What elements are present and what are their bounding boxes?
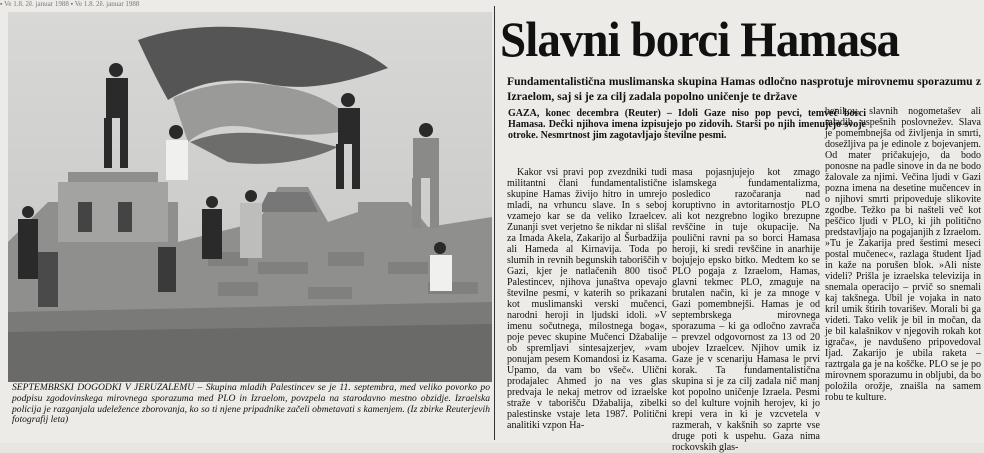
article-column-3	[825, 106, 981, 439]
caption-heading: SEPTEMBRSKI DOGODKI V JERUZALEMU	[12, 382, 195, 393]
article-column-2	[672, 167, 820, 453]
photo-illustration	[8, 12, 492, 382]
news-photo	[8, 12, 492, 382]
article-title: Slavni borci Hamasa	[500, 11, 900, 67]
column-1-text: Kakor vsi pravi pop zvezdniki tudi militantni člani fundamentalistične skupine Hamas živijo hitro in umrejo mladi, na vrhuncu slave. In s seboj vzamejo kar se da veliko Izraelcev. Zunanji svet verjetno še nikdar ni slišal za Imada Akela, Zakarijo al Šurbadžija ali Hameda al Kirnavija. Toda po slumih in revnih begunskih taboriščih v Gazi, kjer je natlačenih 800 tisoč Palestincev, njihova junaštva opevajo številne pesmi, v katerih so prikazani kot muslimanski verski mučenci, narodni heroji in ljudski idoli. »V imenu sočutnega, milostnega boga«, poje pevec skupine Mučenci Džabalije ob spremljavi sintesajzerjev, »vam ponujam pesem Komandosi iz Kasama. Upamo, da vam bo všeč«. Ulični prodajalec Ahmed jo na ves glas predvaja le nekaj metrov od izraelske straže v taborišču Džabalija, zibelki palestinske vstaje leta 1987. Politični analitiki vzpon Ha-	[507, 167, 667, 431]
article-lead	[508, 108, 866, 166]
column-2-text: masa pojasnjujejo kot zmago islamskega fundamentalizma, posledico razočaranja nad koruptivno in avtoritarnostjo PLO ali kot nezgrebno logiko brezupne revščine in tuje okupacije. Na poulični ravni pa so borci Hamasa heroji, ki sredi revščine in anarhije bojujejo epsko bitko. Medtem ko se PLO pogaja z Izraelom, Hamas, glavni tekmec PLO, zmaguje na brutalen način, ki je za mnoge v Gazi pomembnejši. Hamas je od septembrskega mirovnega sporazuma – ki ga odločno zavrača – prevzel odgovornost za 13 od 20 ubojev Izraelcev. Njihov umik iz Gaze je v scenariju Hamasa le prvi korak. Ta fundamentalistična skupina si je za cilj zadala nič manj kot popolno uničenje Izraela. Pesmi so del kulture vojnih herojev, ki jo krepi vera in ki je vzcvetela v razmerah, v kakšnih so zaprte vse druge poti k uspehu. Gaza nima rockovskih glas-	[672, 167, 820, 453]
column-divider	[494, 6, 495, 440]
dateline: GAZA, konec decembra (Reuter)	[508, 108, 661, 119]
photo-caption	[12, 383, 490, 441]
top-strip: ▪ Ve 1.8. 2ē. januar 1988 ▪ Ve 1.8. 2ē. januar 1988	[0, 0, 140, 8]
caption-text: – Skupina mladih Palestincev se je 11. septembra, med veliko povorko po podpisu zgodovinskega mirovnega sporazuma med PLO in Izraelom, povzpela na starodavno mestno obzidje. Izraelska policija je razganjala udeležence zborovanja, ko so ti njene pripadnike začeli obmetavati s kamenjem. (Iz zbirke Reuterjevih fotografij leta)	[12, 382, 490, 426]
column-3-text: benikov, slavnih nogometašev ali mladih, uspešnih poslovnežev. Slava je pomembnejša od življenja in smrti, dosežljiva pa je edinole z bojevanjem. Od mater pričakujejo, da bodo ponosne na padle sinove in da ne bodo žalovale za njimi. Večina ljudi v Gazi pozna imena na desetine mučencev in o njihovi smrti pripoveduje slikovite zgodbe. Težko pa bi našteli več kot peščico ljudi v PLO, ki jih politično predstavljajo na pogajanjih z Izraelom. »Tu je Zakarija pred šestimi meseci postal mučenec«, razlaga študent Ijad in kaže na porušen blok. »Ali niste videli? Prišla je izraelska televizija in snemala operacijo – prvič so snemali kaj takšnega. Ubil je vojaka in nato kril umik štirih tovarišev. Morali bi ga videti. Tako velik je bil in močan, da je bil kalašnikov v njegovih rokah kot igrača«, je navdušeno pripovedoval Ijad. Zakarijo je ubila raketa – raztrgala ga je na koščke. PLO se je po mirovnem sporazumu in obljubi, da bo položila orožje, znaišla na samem robu te kulture.	[825, 106, 981, 403]
lead-text: – Idoli Gaze niso pop pevci, temveč borci Hamasa. Dečki njihova imena izpisujejo po zidovih. Starši po njih imenujejo svoje otroke. Nesmrtnost jim zagotavljajo številne pesmi.	[508, 108, 867, 142]
article-subtitle: Fundamentalistična muslimanska skupina Hamas odločno nasprotuje mirovnemu sporazumu z Izraelom, saj si je za cilj zadala popolno uničenje te države	[507, 75, 981, 103]
article-column-1	[507, 167, 667, 439]
